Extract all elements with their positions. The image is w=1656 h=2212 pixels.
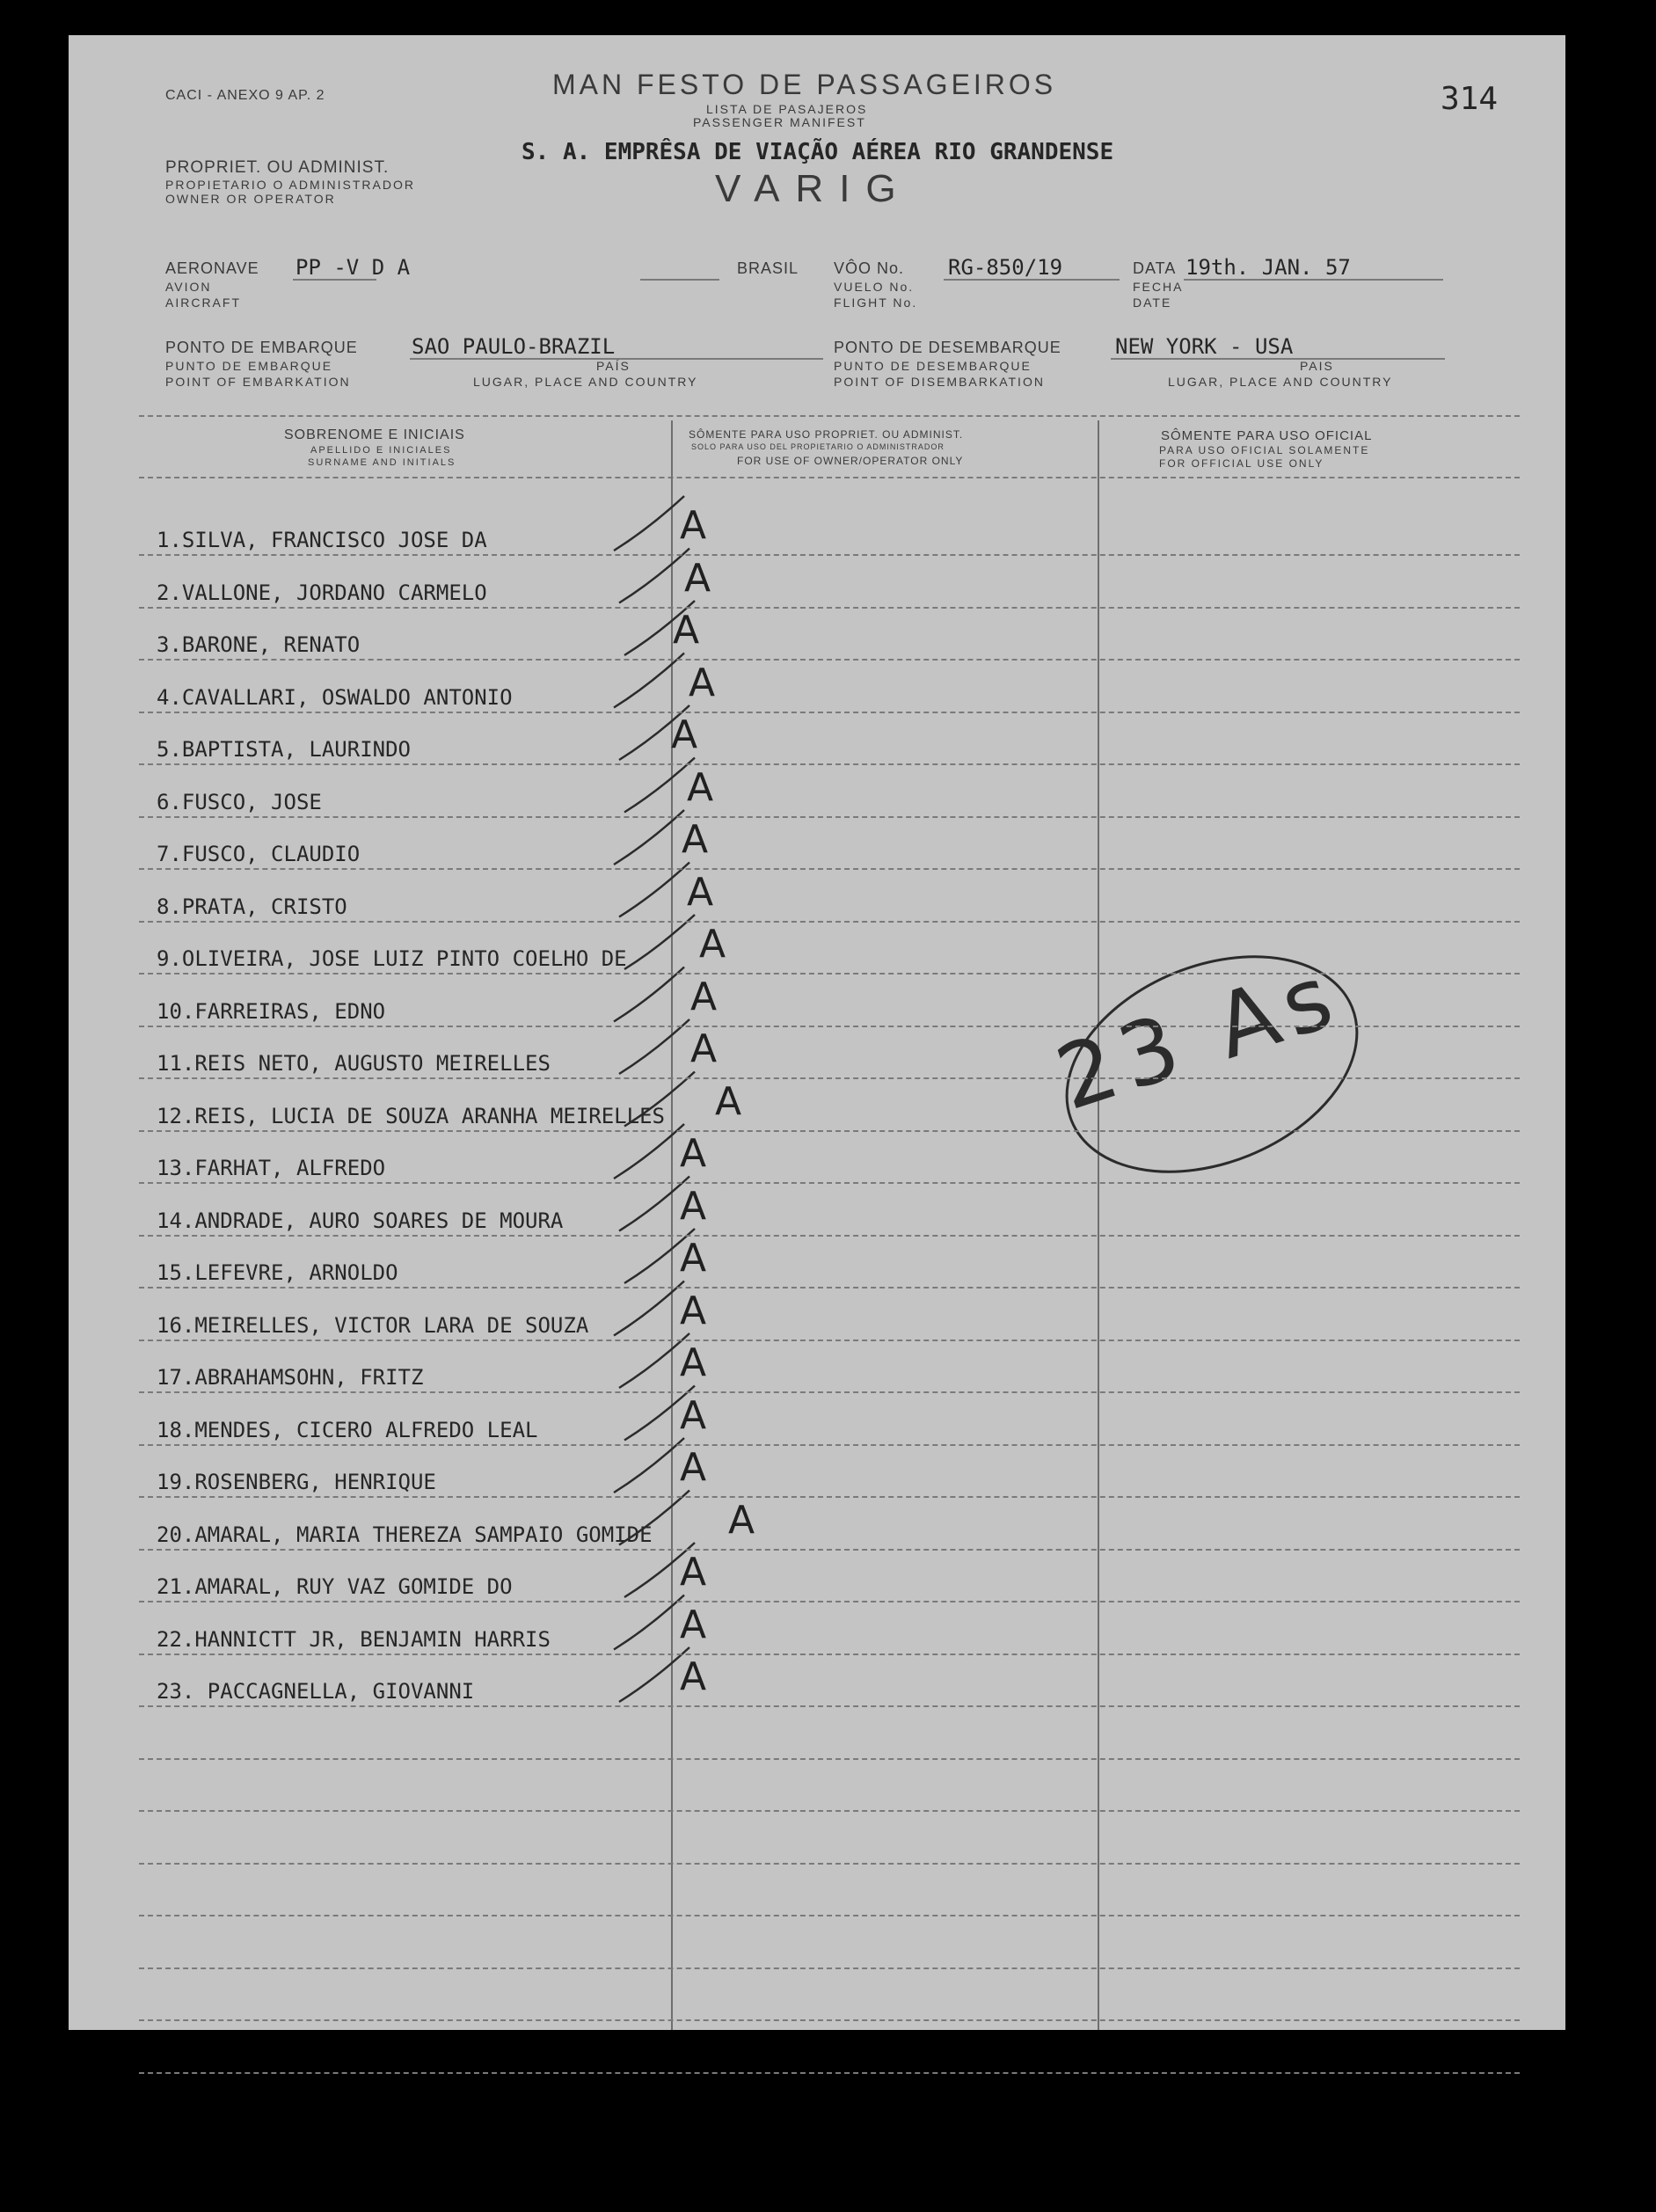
owner-label-es: PROPIETARIO O ADMINISTRADOR xyxy=(165,178,415,192)
company-name: S. A. EMPRÊSA DE VIAÇÃO AÉREA RIO GRANDENSE xyxy=(522,139,1114,165)
passenger-name: 20.AMARAL, MARIA THEREZA SAMPAIO GOMIDE xyxy=(157,1522,653,1547)
admission-mark: A xyxy=(673,608,700,653)
col-official-header: SÔMENTE PARA USO OFICIAL xyxy=(1161,428,1373,443)
col-official-header-en: FOR OFFICIAL USE ONLY xyxy=(1159,457,1324,470)
admission-mark: A xyxy=(682,817,709,862)
embark-place: SAO PAULO-BRAZIL xyxy=(412,334,616,359)
check-stroke xyxy=(619,1491,689,1545)
document-title: MAN FESTO DE PASSAGEIROS xyxy=(552,69,1057,100)
row-rule xyxy=(139,816,1520,818)
row-rule xyxy=(139,1549,1520,1551)
check-stroke xyxy=(614,496,684,551)
row-rule xyxy=(139,1391,1520,1393)
passenger-name: 12.REIS, LUCIA DE SOUZA ARANHA MEIRELLES xyxy=(157,1103,665,1128)
admission-mark: A xyxy=(680,1445,707,1490)
aircraft-registration: PP -V D A xyxy=(295,255,411,280)
admission-mark: A xyxy=(690,974,718,1019)
passenger-name: 23. PACCAGNELLA, GIOVANNI xyxy=(157,1679,475,1704)
row-rule xyxy=(139,1863,1520,1865)
passenger-name: 16.MEIRELLES, VICTOR LARA DE SOUZA xyxy=(157,1312,589,1338)
disembark-country-label: PAIS xyxy=(1300,359,1334,373)
page-number: 314 xyxy=(1441,81,1499,117)
check-stroke xyxy=(614,1124,684,1179)
admission-mark: A xyxy=(680,1392,707,1438)
check-stroke xyxy=(614,1438,684,1493)
admission-mark: A xyxy=(690,1026,718,1071)
date-label-en: DATE xyxy=(1133,296,1172,310)
embark-country-label: PAÍS xyxy=(596,359,631,373)
row-rule xyxy=(139,2072,1520,2074)
date-label: DATA xyxy=(1133,259,1177,277)
admission-mark: A xyxy=(687,869,714,915)
disembark-place: NEW YORK - USA xyxy=(1115,334,1294,359)
check-stroke xyxy=(619,705,689,760)
check-stroke xyxy=(619,863,689,917)
row-rule xyxy=(139,973,1520,975)
col-names-header: SOBRENOME E INICIAIS xyxy=(284,427,465,442)
manifest-sheet xyxy=(69,35,1565,2030)
admission-mark: A xyxy=(699,922,726,967)
disembark-label-en: POINT OF DISEMBARKATION xyxy=(834,375,1045,389)
check-stroke xyxy=(624,915,695,969)
passenger-name: 21.AMARAL, RUY VAZ GOMIDE DO xyxy=(157,1574,513,1599)
passenger-name: 2.VALLONE, JORDANO CARMELO xyxy=(157,580,487,605)
passenger-name: 9.OLIVEIRA, JOSE LUIZ PINTO COELHO DE xyxy=(157,946,627,971)
passenger-name: 5.BAPTISTA, LAURINDO xyxy=(157,737,411,762)
passenger-name: 7.FUSCO, CLAUDIO xyxy=(157,842,361,866)
check-stroke xyxy=(624,1543,695,1597)
disembark-place-label: LUGAR, PLACE AND COUNTRY xyxy=(1168,375,1393,389)
form-code: CACI - ANEXO 9 AP. 2 xyxy=(165,88,325,103)
flight-label-es: VUELO No. xyxy=(834,280,915,294)
row-rule xyxy=(139,1915,1520,1916)
owner-label: PROPRIET. OU ADMINIST. xyxy=(165,158,390,177)
check-stroke xyxy=(624,1229,695,1283)
passenger-name: 6.FUSCO, JOSE xyxy=(157,789,322,814)
row-rule xyxy=(139,2019,1520,2021)
row-rule xyxy=(139,1235,1520,1237)
admission-mark: A xyxy=(671,712,698,757)
check-stroke xyxy=(619,1177,689,1231)
passenger-name: 11.REIS NETO, AUGUSTO MEIRELLES xyxy=(157,1051,551,1076)
check-stroke xyxy=(619,1019,689,1074)
row-rule xyxy=(139,1705,1520,1707)
owner-label-en: OWNER OR OPERATOR xyxy=(165,192,336,206)
passenger-name: 22.HANNICTT JR, BENJAMIN HARRIS xyxy=(157,1626,551,1652)
row-rule xyxy=(139,1026,1520,1027)
admission-mark: A xyxy=(680,1654,707,1699)
check-stroke xyxy=(614,653,684,708)
row-rule xyxy=(139,659,1520,661)
col-operator-header-en: FOR USE OF OWNER/OPERATOR ONLY xyxy=(737,455,964,467)
col-official-header-es: PARA USO OFICIAL SOLAMENTE xyxy=(1159,444,1370,456)
admission-mark: A xyxy=(680,1131,707,1176)
admission-mark: A xyxy=(680,1602,707,1647)
flight-label: VÔO No. xyxy=(834,259,905,277)
admission-mark: A xyxy=(684,555,711,601)
brand-name: VARIG xyxy=(715,167,912,210)
row-rule xyxy=(139,1444,1520,1446)
check-stroke xyxy=(619,1333,689,1388)
passenger-name: 18.MENDES, CICERO ALFREDO LEAL xyxy=(157,1417,538,1442)
row-rule xyxy=(139,554,1520,556)
check-stroke xyxy=(624,1072,695,1127)
col-operator-header: SÔMENTE PARA USO PROPRIET. OU ADMINIST. xyxy=(689,428,964,441)
passenger-name: 8.PRATA, CRISTO xyxy=(157,894,347,919)
row-rule xyxy=(139,1130,1520,1132)
passenger-name: 14.ANDRADE, AURO SOARES DE MOURA xyxy=(157,1208,564,1233)
admission-mark: A xyxy=(680,503,707,548)
admission-mark: A xyxy=(680,1183,707,1229)
admission-mark: A xyxy=(680,1340,707,1385)
admission-mark: A xyxy=(715,1078,742,1124)
check-stroke xyxy=(624,601,695,655)
check-stroke xyxy=(619,549,689,603)
embark-label-es: PUNTO DE EMBARQUE xyxy=(165,359,333,373)
check-stroke xyxy=(614,810,684,865)
row-rule xyxy=(139,1758,1520,1760)
flight-number: RG-850/19 xyxy=(948,255,1063,280)
col-operator-header-es: SOLO PARA USO DEL PROPIETARIO O ADMINISTRADOR xyxy=(691,442,945,451)
row-rule xyxy=(139,921,1520,923)
date-label-es: FECHA xyxy=(1133,280,1184,294)
passenger-name: 15.LEFEVRE, ARNOLDO xyxy=(157,1260,398,1285)
embark-place-label: LUGAR, PLACE AND COUNTRY xyxy=(473,375,698,389)
row-rule xyxy=(139,1182,1520,1184)
row-rule xyxy=(139,1287,1520,1289)
check-stroke xyxy=(624,1386,695,1441)
flight-date: 19th. JAN. 57 xyxy=(1185,255,1351,280)
aircraft-label: AERONAVE xyxy=(165,259,259,277)
col-names-header-es: APELLIDO E INICIALES xyxy=(310,445,452,456)
row-rule xyxy=(139,1810,1520,1812)
check-stroke xyxy=(614,1595,684,1650)
row-rule xyxy=(139,712,1520,713)
flight-label-en: FLIGHT No. xyxy=(834,296,918,310)
row-rule xyxy=(139,763,1520,765)
admission-mark: A xyxy=(687,764,714,810)
passenger-name: 1.SILVA, FRANCISCO JOSE DA xyxy=(157,528,487,552)
check-stroke xyxy=(614,1281,684,1336)
row-rule xyxy=(139,1601,1520,1602)
check-stroke xyxy=(614,967,684,1022)
passenger-name: 10.FARREIRAS, EDNO xyxy=(157,998,386,1024)
admission-mark: A xyxy=(680,1236,707,1281)
admission-mark: A xyxy=(680,1288,707,1333)
passenger-name: 3.BARONE, RENATO xyxy=(157,632,361,657)
aircraft-label-en: AIRCRAFT xyxy=(165,296,241,310)
circled-total: 23 As xyxy=(1044,942,1353,1131)
nationality: BRASIL xyxy=(737,259,799,277)
aircraft-label-es: AVION xyxy=(165,280,212,294)
admission-mark: A xyxy=(728,1497,755,1543)
col-names-header-en: SURNAME AND INITIALS xyxy=(308,457,456,468)
admission-mark: A xyxy=(680,1550,707,1595)
embark-label-en: POINT OF EMBARKATION xyxy=(165,375,351,389)
admission-mark: A xyxy=(689,660,716,705)
passenger-name: 19.ROSENBERG, HENRIQUE xyxy=(157,1470,436,1494)
row-rule xyxy=(139,1654,1520,1655)
row-rule xyxy=(139,1077,1520,1079)
check-stroke xyxy=(619,1647,689,1702)
embark-label: PONTO DE EMBARQUE xyxy=(165,339,358,356)
passenger-name: 4.CAVALLARI, OSWALDO ANTONIO xyxy=(157,684,513,710)
row-rule xyxy=(139,868,1520,870)
disembark-label-es: PUNTO DE DESEMBARQUE xyxy=(834,359,1032,373)
passenger-name: 17.ABRAHAMSOHN, FRITZ xyxy=(157,1365,424,1390)
row-rule xyxy=(139,607,1520,609)
check-stroke xyxy=(624,758,695,813)
subtitle-en: PASSENGER MANIFEST xyxy=(693,115,866,129)
row-rule xyxy=(139,1340,1520,1341)
subtitle-es: LISTA DE PASAJEROS xyxy=(706,102,868,116)
row-rule xyxy=(139,1496,1520,1498)
row-rule xyxy=(139,1967,1520,1969)
passenger-name: 13.FARHAT, ALFREDO xyxy=(157,1156,386,1180)
disembark-label: PONTO DE DESEMBARQUE xyxy=(834,339,1061,356)
